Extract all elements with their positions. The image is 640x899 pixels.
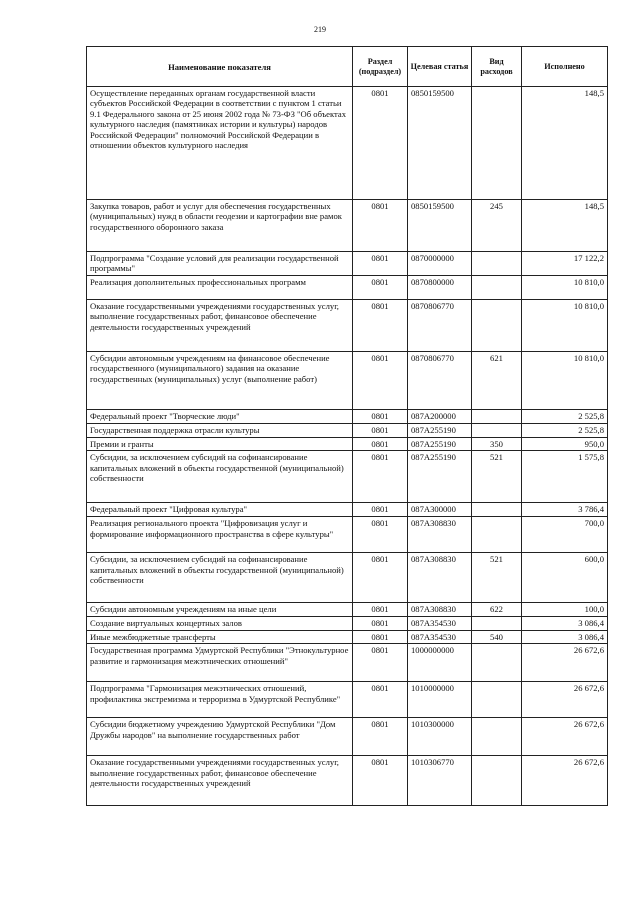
table-row xyxy=(87,617,608,630)
header-section: Раздел (подраздел) xyxy=(353,47,408,87)
table-row xyxy=(87,718,608,756)
executed-amount-cell: 2 525,8 xyxy=(522,410,608,424)
section-cell: 0801 xyxy=(353,630,408,643)
executed-amount-cell: 26 672,6 xyxy=(522,718,608,756)
header-executed: Исполнено xyxy=(522,47,608,87)
section-cell: 0801 xyxy=(353,553,408,603)
indicator-name-cell: Осуществление переданных органам государственной власти субъектов Российской Федерации в соответствии с пунктом 1 статьи 9.1 Федерального закона от 25 июня 2002 года № 73-ФЗ "Об объектах культурного наследия (памятниках истории и культуры) народов Российской Федерации" полномочий Российской Федерации в отношении объектов культурного наследия xyxy=(87,87,353,200)
expense-type-cell xyxy=(472,718,522,756)
section-cell: 0801 xyxy=(353,410,408,424)
section-cell: 0801 xyxy=(353,517,408,553)
table-row xyxy=(87,300,608,352)
table-row xyxy=(87,424,608,438)
target-article-cell: 087А354530 xyxy=(408,630,472,643)
section-cell: 0801 xyxy=(353,644,408,682)
indicator-name-cell: Субсидии автономным учреждениям на иные цели xyxy=(87,603,353,617)
table-row xyxy=(87,410,608,424)
executed-amount-cell: 10 810,0 xyxy=(522,276,608,300)
executed-amount-cell: 148,5 xyxy=(522,200,608,252)
expense-type-cell xyxy=(472,424,522,438)
header-indicator-name: Наименование показателя xyxy=(87,47,353,87)
table-row xyxy=(87,252,608,276)
executed-amount-cell: 10 810,0 xyxy=(522,352,608,410)
section-cell: 0801 xyxy=(353,300,408,352)
executed-amount-cell: 3 786,4 xyxy=(522,503,608,517)
expense-type-cell: 521 xyxy=(472,553,522,603)
target-article-cell: 0850159500 xyxy=(408,200,472,252)
expense-type-cell xyxy=(472,756,522,806)
executed-amount-cell: 17 122,2 xyxy=(522,252,608,276)
indicator-name-cell: Государственная программа Удмуртской Республики "Этнокультурное развитие и гармонизация межэтнических отношений" xyxy=(87,644,353,682)
expense-type-cell: 540 xyxy=(472,630,522,643)
executed-amount-cell: 600,0 xyxy=(522,553,608,603)
section-cell: 0801 xyxy=(353,252,408,276)
table-row xyxy=(87,517,608,553)
section-cell: 0801 xyxy=(353,451,408,503)
section-cell: 0801 xyxy=(353,200,408,252)
target-article-cell: 087А354530 xyxy=(408,617,472,630)
expense-type-cell xyxy=(472,410,522,424)
target-article-cell: 1010000000 xyxy=(408,682,472,718)
target-article-cell: 087А255190 xyxy=(408,438,472,451)
executed-amount-cell: 3 086,4 xyxy=(522,617,608,630)
indicator-name-cell: Субсидии бюджетному учреждению Удмуртской Республики "Дом Дружбы народов" на выполнение государственных работ xyxy=(87,718,353,756)
table-row xyxy=(87,682,608,718)
expense-type-cell xyxy=(472,87,522,200)
section-cell: 0801 xyxy=(353,276,408,300)
indicator-name-cell: Иные межбюджетные трансферты xyxy=(87,630,353,643)
target-article-cell: 0870000000 xyxy=(408,252,472,276)
executed-amount-cell: 100,0 xyxy=(522,603,608,617)
target-article-cell: 087А308830 xyxy=(408,517,472,553)
table-row xyxy=(87,644,608,682)
target-article-cell: 1000000000 xyxy=(408,644,472,682)
indicator-name-cell: Закупка товаров, работ и услуг для обеспечения государственных (муниципальных) нужд в области геодезии и картографии вне рамок государственного оборонного заказа xyxy=(87,200,353,252)
section-cell: 0801 xyxy=(353,718,408,756)
section-cell: 0801 xyxy=(353,438,408,451)
target-article-cell: 1010306770 xyxy=(408,756,472,806)
expense-type-cell: 622 xyxy=(472,603,522,617)
target-article-cell: 087А200000 xyxy=(408,410,472,424)
budget-execution-table xyxy=(86,46,608,806)
indicator-name-cell: Премии и гранты xyxy=(87,438,353,451)
target-article-cell: 087А308830 xyxy=(408,553,472,603)
table-row xyxy=(87,352,608,410)
expense-type-cell xyxy=(472,682,522,718)
indicator-name-cell: Подпрограмма "Создание условий для реализации государственной программы" xyxy=(87,252,353,276)
executed-amount-cell: 10 810,0 xyxy=(522,300,608,352)
expense-type-cell: 245 xyxy=(472,200,522,252)
expense-type-cell xyxy=(472,517,522,553)
expense-type-cell: 521 xyxy=(472,451,522,503)
target-article-cell: 1010300000 xyxy=(408,718,472,756)
indicator-name-cell: Подпрограмма "Гармонизация межэтнических отношений, профилактика экстремизма и терроризма в Удмуртской Республике" xyxy=(87,682,353,718)
table-row xyxy=(87,756,608,806)
executed-amount-cell: 148,5 xyxy=(522,87,608,200)
table-row xyxy=(87,200,608,252)
section-cell: 0801 xyxy=(353,603,408,617)
executed-amount-cell: 26 672,6 xyxy=(522,756,608,806)
table-row xyxy=(87,87,608,200)
target-article-cell: 087А300000 xyxy=(408,503,472,517)
table-row xyxy=(87,276,608,300)
section-cell: 0801 xyxy=(353,87,408,200)
target-article-cell: 087А255190 xyxy=(408,424,472,438)
indicator-name-cell: Федеральный проект "Творческие люди" xyxy=(87,410,353,424)
section-cell: 0801 xyxy=(353,503,408,517)
indicator-name-cell: Субсидии автономным учреждениям на финансовое обеспечение государственного (муниципального) задания на оказание государственных (муниципальных) услуг (выполнение работ) xyxy=(87,352,353,410)
table-header-row xyxy=(87,47,608,87)
executed-amount-cell: 2 525,8 xyxy=(522,424,608,438)
section-cell: 0801 xyxy=(353,682,408,718)
indicator-name-cell: Субсидии, за исключением субсидий на софинансирование капитальных вложений в объекты государственной (муниципальной) собственности xyxy=(87,553,353,603)
indicator-name-cell: Оказание государственными учреждениями государственных услуг, выполнение государственных работ, финансовое обеспечение деятельности государственных учреждений xyxy=(87,756,353,806)
section-cell: 0801 xyxy=(353,617,408,630)
executed-amount-cell: 3 086,4 xyxy=(522,630,608,643)
executed-amount-cell: 26 672,6 xyxy=(522,682,608,718)
table-row xyxy=(87,451,608,503)
indicator-name-cell: Реализация дополнительных профессиональных программ xyxy=(87,276,353,300)
expense-type-cell: 621 xyxy=(472,352,522,410)
executed-amount-cell: 700,0 xyxy=(522,517,608,553)
indicator-name-cell: Федеральный проект "Цифровая культура" xyxy=(87,503,353,517)
section-cell: 0801 xyxy=(353,424,408,438)
expense-type-cell xyxy=(472,503,522,517)
indicator-name-cell: Субсидии, за исключением субсидий на софинансирование капитальных вложений в объекты государственной (муниципальной) собственности xyxy=(87,451,353,503)
section-cell: 0801 xyxy=(353,756,408,806)
expense-type-cell: 350 xyxy=(472,438,522,451)
page-number: 219 xyxy=(314,25,326,34)
target-article-cell: 087А255190 xyxy=(408,451,472,503)
table-row xyxy=(87,603,608,617)
target-article-cell: 0850159500 xyxy=(408,87,472,200)
executed-amount-cell: 950,0 xyxy=(522,438,608,451)
expense-type-cell xyxy=(472,644,522,682)
header-target-article: Целевая статья xyxy=(408,47,472,87)
executed-amount-cell: 26 672,6 xyxy=(522,644,608,682)
target-article-cell: 0870800000 xyxy=(408,276,472,300)
section-cell: 0801 xyxy=(353,352,408,410)
target-article-cell: 0870806770 xyxy=(408,352,472,410)
target-article-cell: 087А308830 xyxy=(408,603,472,617)
indicator-name-cell: Создание виртуальных концертных залов xyxy=(87,617,353,630)
expense-type-cell xyxy=(472,276,522,300)
table-row xyxy=(87,630,608,643)
expense-type-cell xyxy=(472,300,522,352)
expense-type-cell xyxy=(472,617,522,630)
executed-amount-cell: 1 575,8 xyxy=(522,451,608,503)
table-row xyxy=(87,503,608,517)
indicator-name-cell: Государственная поддержка отрасли культуры xyxy=(87,424,353,438)
table-row xyxy=(87,438,608,451)
indicator-name-cell: Оказание государственными учреждениями государственных услуг, выполнение государственных работ, финансовое обеспечение деятельности государственных учреждений xyxy=(87,300,353,352)
table-row xyxy=(87,553,608,603)
expense-type-cell xyxy=(472,252,522,276)
indicator-name-cell: Реализация регионального проекта "Цифровизация услуг и формирование информационного пространства в сфере культуры" xyxy=(87,517,353,553)
header-expense-type: Вид расходов xyxy=(472,47,522,87)
target-article-cell: 0870806770 xyxy=(408,300,472,352)
